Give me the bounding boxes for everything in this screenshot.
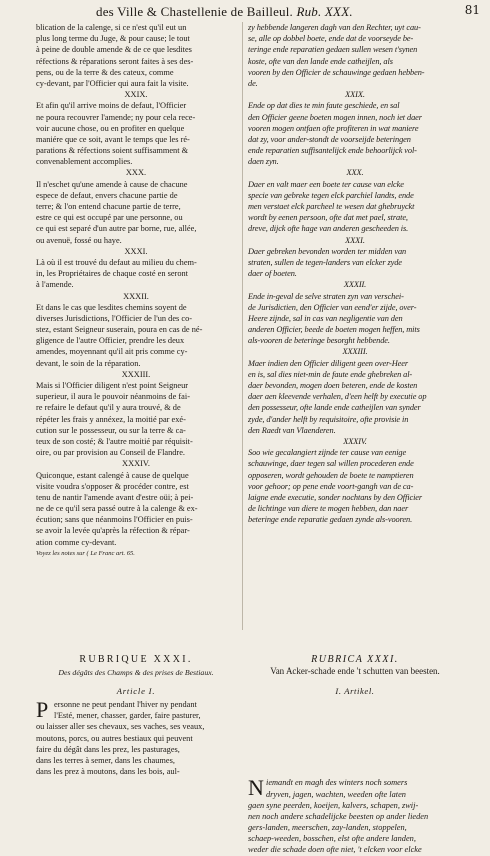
section-number: XXXIII. [121, 369, 151, 379]
text-line: ersonne ne peut pendant l'hiver ny pendant [54, 700, 197, 709]
text-line: specie van gebreke tegen elck parchiel landts, ende [248, 190, 414, 200]
text-line: se avoir la levée qu'après la réfection & répar- [36, 526, 190, 536]
text-line: écution; sans que néanmoins l'Officier en puis- [36, 515, 193, 525]
text-line: daer aen kleevende verhalen, d'een helft by executie op [248, 392, 427, 402]
rubrique-heading-french: RUBRIQUE XXXI. [79, 654, 193, 665]
text-line: vooren mogen ontfaen ofte profiteren in wat maniere [248, 123, 419, 133]
text-line: Daer gebreken bevonden worden ter midden van [248, 246, 407, 256]
text-line: daer of boeten. [248, 269, 297, 279]
text-line: anderen Officier, beede de boeten mogen heffen, mits [248, 325, 420, 335]
rubrique-subtitle-flemish: Van Acker-schade ende 't schutten van beesten. [270, 666, 440, 676]
text-line: dans les terres à semer, dans les chaumes, [36, 755, 175, 765]
rubrique-heading-flemish: RUBRICA XXXI. [311, 654, 399, 665]
drop-cap: P [36, 697, 49, 722]
text-line: Soo wie gecalangiert zijnde ter cause van eenige [248, 448, 407, 458]
rubric-label: Rub. XXX. [296, 4, 353, 19]
text-line: dreve, dijck ofte hage van anderen gescheeden is. [248, 224, 409, 234]
section-number: XXXIII. [342, 347, 368, 357]
text-line: beteringe ende reparatie gedaen zynde als-vooren. [248, 515, 413, 525]
text-line: réfections & réparations seront faites à ses des- [36, 56, 194, 66]
text-line: den possesseur, ofte lande ende catheijlen van synder [248, 403, 421, 413]
text-line: cy-devant, par l'Officier qui aura fait la visite. [36, 78, 189, 88]
text-line: pens, ou de la terre & des cateux, comme [36, 67, 174, 77]
section-number: XXXIV. [343, 436, 367, 446]
text-line: plus long terme du Juge, & pour cause; le tout [36, 34, 190, 44]
text-line: dryven, jagen, wachten, weeden ofte laten [266, 789, 406, 799]
text-line: voir aucune chose, ou en profiter en quelque [36, 123, 185, 133]
text-line: Daer en valt maer een boete ter cause van elcke [248, 179, 404, 189]
text-line: blication de la calenge, si ce n'est qu'il eut un [36, 23, 187, 32]
text-line: en is, sal dies niet-min de faute ende ghebreken al- [248, 369, 413, 379]
text-line: Il n'eschet qu'une amende à cause de chacune [36, 179, 188, 189]
text-line: cution sur le possesseur, ou sur la terre & ca- [36, 425, 186, 435]
text-line: den Raedt van Vlaenderen. [248, 425, 336, 435]
section-number: XXXI. [345, 235, 365, 245]
left-column-french [36, 22, 236, 559]
text-line: ou avenuë, fossé ou haye. [36, 235, 122, 245]
text-line: faire du dégât dans les prez, les pasturages, [36, 744, 180, 754]
text-line: dans les prez à moutons, dans les bois, aul- [36, 767, 180, 777]
text-line: re refaire le defaut qu'il y aura trouvé, & de [36, 403, 181, 413]
text-line: vooren by den Officier de schauwinge gedaen hebben- [248, 67, 425, 77]
text-line: Là où il est trouvé du defaut au milieu du chem- [36, 257, 197, 267]
article-heading-french: Article I. [116, 686, 156, 696]
text-line: de Jurisdictien, den Officier van eend'er zijde, over- [248, 302, 417, 312]
text-line: parations & réfections soient suffisamment & [36, 146, 189, 156]
text-line: gaen syne peerden, koeijen, kalvers, schapen, zwij- [248, 800, 419, 810]
text-line: terre; & l'on entend chacune partie de terre, [36, 202, 181, 211]
text-line: ation comme cy-devant. [36, 537, 117, 547]
text-line: nen noch andere schadelijcke beesten op ander lieden [248, 811, 429, 821]
section-number: XXX. [346, 168, 364, 178]
section-number: XXXII. [343, 280, 367, 290]
running-title: des Ville & Chastellenie de Bailleul. Rub. XXX. [96, 4, 353, 19]
column-divider [242, 22, 243, 630]
text-line: ce qui est separé d'un autre par borne, rue, allée, [36, 224, 197, 234]
text-line: ou laisser aller ses chevaux, ses vaches, ses veaux, [36, 722, 205, 732]
text-line: stez, estant Seigneur suserain, poura en cas de né- [36, 325, 203, 335]
text-line: Maer indien den Officier diligent geen over-Heer [248, 358, 409, 368]
page-number: 81 [464, 3, 480, 17]
text-line: se, alle op dobbel boete, ende dat de voorseyde be- [248, 34, 414, 44]
margin-note: Voyez les notes sur ( Le Franc art. 65. [36, 549, 135, 557]
text-line: devant, le soin de la réparation. [36, 358, 141, 368]
text-line: convenablement accomplies. [36, 157, 133, 167]
text-line: voor gehoor; op pene ende voort-gangh van de ca- [248, 481, 414, 491]
text-line: Et afin qu'il arrive moins de defaut, l'Officier [36, 101, 187, 111]
right-column-flemish [248, 22, 462, 525]
text-line: Ende in-geval de selve straten zyn van verschei- [248, 291, 404, 301]
text-line: in, les Propriétaires de chaque costé en seront [36, 269, 188, 279]
text-line: schaep-weeden, bosschen, elst ofte andere landen, [248, 834, 416, 844]
text-line: l'Esté, mener, chasser, garder, faire pasturer, [54, 711, 201, 721]
text-line: zy hebbende langeren dagh van den Rechter, uyt cau- [248, 23, 421, 32]
text-line: maniére que ce soit, avant le temps que les ré- [36, 134, 190, 144]
text-line: amendes, moyennant qu'il ait pris comme cy- [36, 347, 188, 357]
text-line: Quiconque, estant calengé à cause de quelque [36, 470, 189, 480]
text-line: de lichtinge van diere te mogen hebben, dan naer [248, 504, 409, 514]
text-line: laigne ende executie, sonder nochtans by den Officier [248, 492, 423, 502]
text-line: men verstaet elck parcheel te wesen dat ghebruyckt [248, 202, 415, 211]
text-line: ne de ce qu'il sera passé outre à la calenge & ex- [36, 504, 198, 514]
text-line: weder die schade doen ofte niet, 't elcken voor elcke [248, 845, 422, 855]
rubrique-subtitle-french: Des dégâts des Champs & des prises de Bestiaux. [58, 668, 214, 677]
text-line: estre ce qui est occupé par une personne, ou [36, 213, 183, 223]
text-line: schauwinge, daer tegen sal willen procederen ende [248, 459, 414, 469]
text-line: tenu de nantir l'amende avant d'estre oüi; à pei- [36, 492, 194, 502]
text-line: oire, ou par provision au Conseil de Flandre. [36, 448, 185, 458]
article-heading-flemish: I. Artikel. [335, 686, 375, 696]
text-line: daen zyn. [248, 157, 279, 167]
text-line: teringe ende reparatien gedaen sullen wesen t'synen [248, 45, 418, 55]
text-line: Et dans le cas que lesdites chemins soyent de [36, 302, 187, 312]
text-line: zyde, d'ander helft by requisitoire, ofte provisie in [248, 414, 409, 424]
section-number: XXIX. [124, 90, 148, 100]
text-line: diverses Jurisdictions, l'Officier de l'un des co- [36, 313, 193, 323]
text-line: opposeren, wordt gehouden de boete te namptieren [248, 470, 414, 480]
article-body-french [36, 699, 236, 777]
text-line: wordt by eenen persoon, ofte dat met pael, strate, [248, 213, 408, 223]
article-body-flemish [248, 777, 462, 855]
text-line: den Officier geene boeten mogen innen, noch iet daer [248, 112, 422, 122]
text-line: gligence de l'autre Officier, prendre les deux [36, 336, 185, 346]
text-line: daer bevonden, mogen doen beteren, ende de kosten [248, 381, 418, 390]
section-number: XXXIV. [122, 459, 150, 469]
text-line: gers-landen, meerschen, zay-landen, stoppelen, [248, 823, 407, 833]
page-header [0, 0, 490, 20]
text-line: ende reparatien suffisantelijck ende behoorlijck vol- [248, 146, 417, 156]
text-line: moutons, porcs, ou autres bestiaux qui peuvent [36, 733, 193, 743]
section-number: XXXI. [124, 246, 148, 256]
text-line: dat zy, voor ander-stondt de voorseijde beteringen [248, 134, 411, 144]
text-line: teux de son costé; & l'autre moitié par réquisit- [36, 436, 193, 446]
text-line: Ende op dat dies te min faute geschiede, en sal [248, 101, 400, 111]
text-line: iemandt en magh des winters noch somers [266, 778, 408, 788]
text-line: koste, ofte van den lande ende catheijlen, als [248, 56, 393, 66]
section-number: XXX. [125, 168, 147, 178]
text-line: straten, sullen de tegen-landers van elcker zyde [248, 257, 402, 267]
text-line: ne poura recouvrer l'amende; ny pour cela rece- [36, 112, 196, 122]
section-number: XXIX. [345, 90, 365, 100]
text-line: à l'amende. [36, 280, 74, 290]
text-line: à peine de double amende & de ce que lesdites [36, 45, 192, 55]
text-line: de. [248, 78, 258, 88]
text-line: Mais si l'Officier diligent n'est point Seigneur [36, 381, 189, 390]
text-line: espece de defaut, envers chacune partie de [36, 190, 178, 200]
drop-cap: N [248, 775, 264, 801]
text-line: als-vooren de beteringe besorght hebbende. [248, 336, 390, 346]
text-line: répéter les frais y annéxez, la moitié par exé- [36, 414, 186, 424]
text-line: superieur, il aura le pouvoir néanmoins de fai- [36, 392, 190, 402]
text-line: Heere zijnde, sal in cas van negligentie van den [248, 313, 403, 323]
text-line: visite voudra s'opposer & procéder contre, est [36, 481, 189, 491]
section-number: XXXII. [123, 291, 149, 301]
